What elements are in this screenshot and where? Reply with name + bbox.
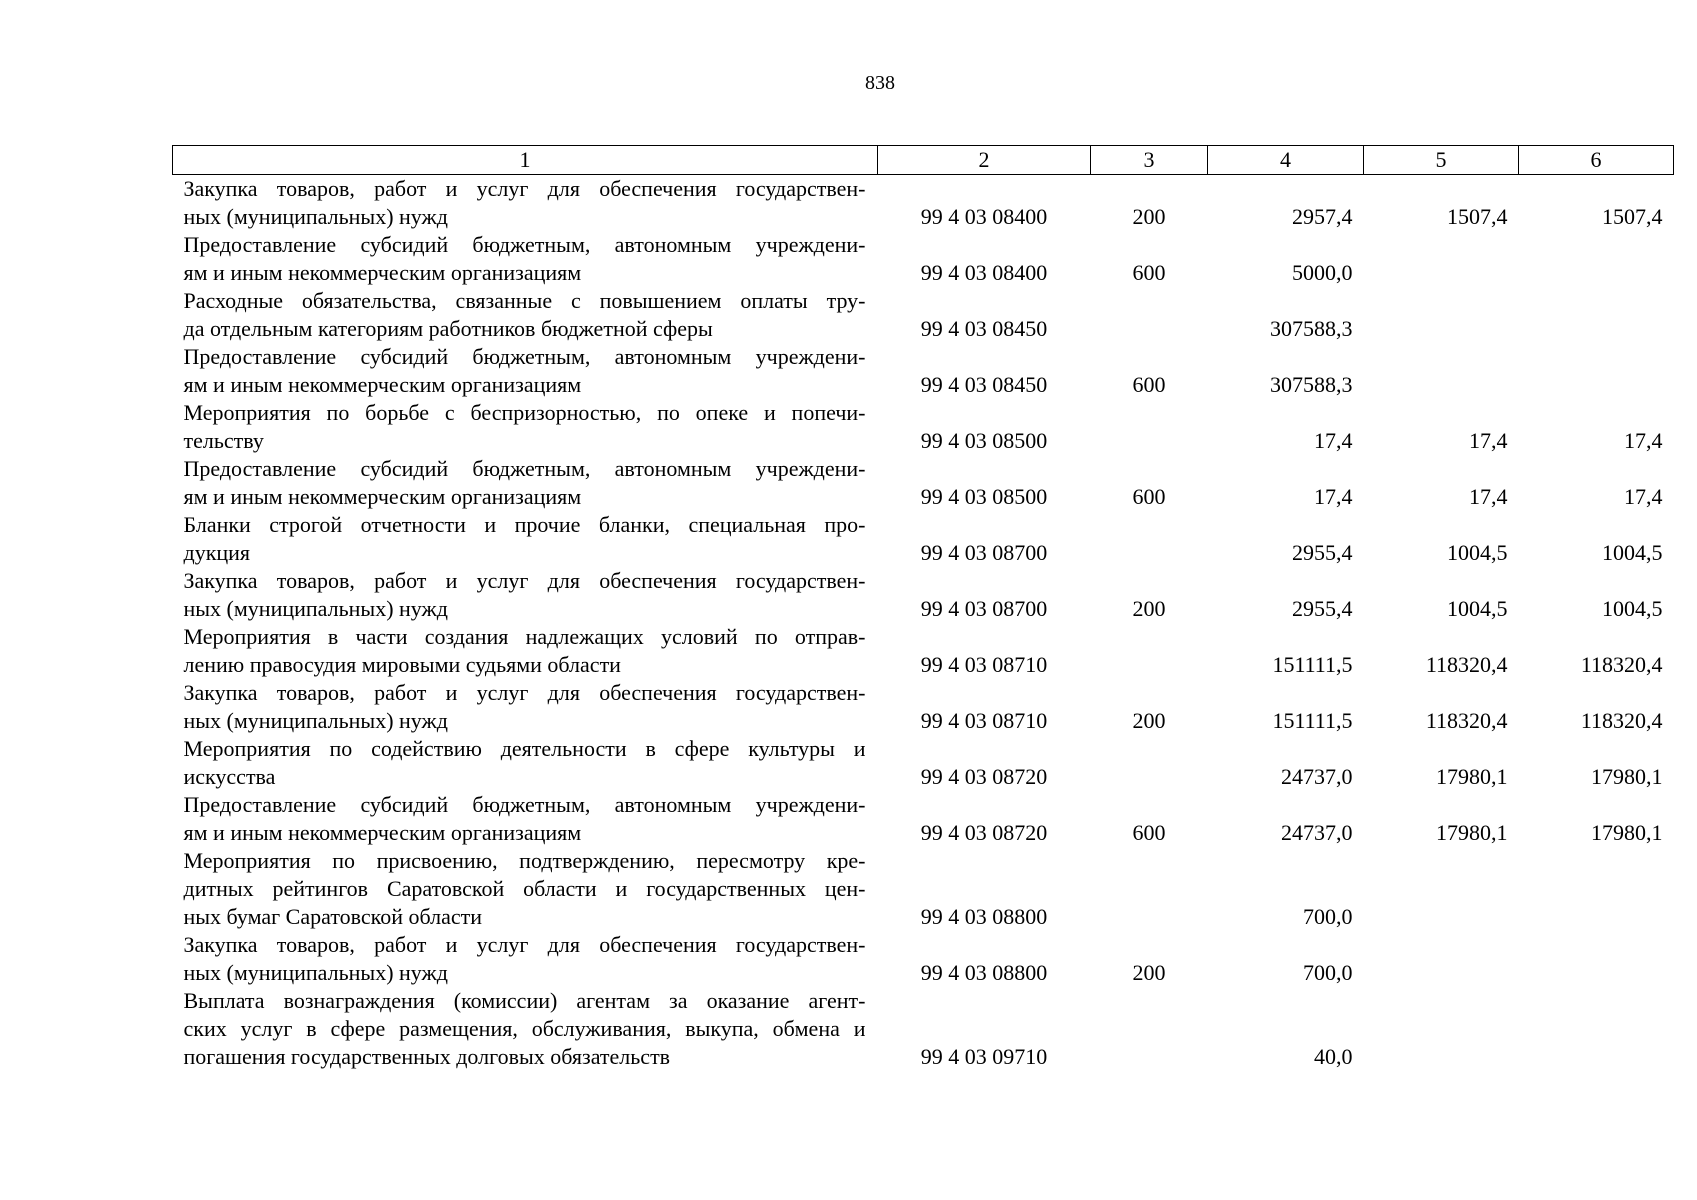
row-value-col5: 17980,1 bbox=[1436, 764, 1508, 789]
row-value-col6: 118320,4 bbox=[1580, 652, 1663, 677]
row-description bbox=[173, 847, 878, 931]
row-value-col4: 307588,3 bbox=[1270, 372, 1353, 397]
table-row bbox=[173, 679, 1674, 735]
row-description bbox=[173, 987, 878, 1071]
row-value-col4: 17,4 bbox=[1314, 428, 1353, 453]
row-description bbox=[173, 623, 878, 679]
row-value-col4: 700,0 bbox=[1303, 960, 1353, 985]
table-row bbox=[173, 847, 1674, 931]
description-line: ных (муниципальных) нужд bbox=[183, 596, 448, 621]
row-value-col6 bbox=[1519, 287, 1674, 343]
row-value-col5 bbox=[1364, 343, 1519, 399]
row-description bbox=[173, 175, 878, 232]
description-line: ям и иным некоммерческим организациям bbox=[183, 484, 582, 509]
row-description bbox=[173, 343, 878, 399]
row-description bbox=[173, 679, 878, 735]
row-target-code: 99 4 03 08700 bbox=[920, 596, 1048, 621]
description-line: ям и иным некоммерческим организациям bbox=[183, 260, 582, 285]
row-value-col5: 17,4 bbox=[1469, 428, 1508, 453]
description-line: Выплата вознаграждения (комиссии) агентам за оказание агент- bbox=[183, 988, 866, 1013]
row-description bbox=[173, 399, 878, 455]
row-expense-type bbox=[1091, 287, 1208, 343]
row-value-col5: 1004,5 bbox=[1447, 596, 1508, 621]
header-col-5: 5 bbox=[1364, 146, 1519, 175]
row-description bbox=[173, 567, 878, 623]
description-line: Бланки строгой отчетности и прочие бланки, специальная про- bbox=[183, 512, 866, 537]
table-row bbox=[173, 399, 1674, 455]
row-expense-type: 600 bbox=[1132, 484, 1166, 509]
table-row bbox=[173, 455, 1674, 511]
row-value-col5 bbox=[1364, 931, 1519, 987]
row-value-col6 bbox=[1519, 231, 1674, 287]
row-expense-type: 200 bbox=[1132, 708, 1166, 733]
header-row bbox=[173, 146, 1674, 175]
description-line: ских услуг в сфере размещения, обслуживания, выкупа, обмена и bbox=[183, 1016, 866, 1041]
row-description bbox=[173, 231, 878, 287]
row-value-col6 bbox=[1519, 847, 1674, 931]
row-target-code: 99 4 03 08710 bbox=[920, 708, 1048, 733]
row-value-col5: 17980,1 bbox=[1436, 820, 1508, 845]
header-col-6: 6 bbox=[1519, 146, 1674, 175]
description-line: Предоставление субсидий бюджетным, автономным учреждени- bbox=[183, 792, 866, 817]
row-target-code: 99 4 03 08720 bbox=[920, 820, 1048, 845]
table-header bbox=[173, 146, 1674, 175]
page-number bbox=[0, 72, 1697, 95]
row-target-code: 99 4 03 08500 bbox=[920, 428, 1048, 453]
description-line: Мероприятия по борьбе с беспризорностью, по опеке и попечи- bbox=[183, 400, 866, 425]
description-line: Мероприятия в части создания надлежащих условий по отправ- bbox=[183, 624, 866, 649]
row-value-col4: 24737,0 bbox=[1281, 820, 1353, 845]
row-value-col4: 151111,5 bbox=[1272, 652, 1353, 677]
table-row bbox=[173, 231, 1674, 287]
row-description bbox=[173, 735, 878, 791]
description-line: ям и иным некоммерческим организациям bbox=[183, 820, 582, 845]
row-value-col6: 17980,1 bbox=[1591, 764, 1663, 789]
row-target-code: 99 4 03 08720 bbox=[920, 764, 1048, 789]
row-value-col5: 118320,4 bbox=[1425, 652, 1508, 677]
description-line: Закупка товаров, работ и услуг для обеспечения государствен- bbox=[183, 176, 866, 201]
row-target-code: 99 4 03 08400 bbox=[920, 260, 1048, 285]
row-value-col5 bbox=[1364, 231, 1519, 287]
row-description bbox=[173, 455, 878, 511]
description-line: Мероприятия по присвоению, подтверждению, пересмотру кре- bbox=[183, 848, 866, 873]
row-target-code: 99 4 03 08800 bbox=[920, 904, 1048, 929]
row-value-col6: 17,4 bbox=[1624, 484, 1663, 509]
row-expense-type: 600 bbox=[1132, 820, 1166, 845]
row-target-code: 99 4 03 08700 bbox=[920, 540, 1048, 565]
row-expense-type bbox=[1091, 847, 1208, 931]
row-value-col4: 2955,4 bbox=[1292, 596, 1353, 621]
description-line: ных (муниципальных) нужд bbox=[183, 204, 448, 229]
page-number-text: 838 bbox=[865, 72, 895, 94]
row-value-col4: 40,0 bbox=[1314, 1044, 1353, 1069]
description-line: дитных рейтингов Саратовской области и государственных цен- bbox=[183, 876, 866, 901]
description-line: ных (муниципальных) нужд bbox=[183, 708, 448, 733]
row-expense-type bbox=[1091, 987, 1208, 1071]
header-col-1: 1 bbox=[173, 146, 878, 175]
description-line: ных (муниципальных) нужд bbox=[183, 960, 448, 985]
row-expense-type: 600 bbox=[1132, 260, 1166, 285]
row-expense-type: 200 bbox=[1132, 204, 1166, 229]
description-line: Предоставление субсидий бюджетным, автономным учреждени- bbox=[183, 344, 866, 369]
row-value-col5 bbox=[1364, 987, 1519, 1071]
row-description bbox=[173, 791, 878, 847]
table-row bbox=[173, 931, 1674, 987]
row-value-col4: 5000,0 bbox=[1292, 260, 1353, 285]
row-value-col6: 1004,5 bbox=[1602, 596, 1663, 621]
row-target-code: 99 4 03 08450 bbox=[920, 372, 1048, 397]
table-row bbox=[173, 623, 1674, 679]
row-expense-type bbox=[1091, 735, 1208, 791]
row-target-code: 99 4 03 09710 bbox=[920, 1044, 1048, 1069]
row-value-col6 bbox=[1519, 987, 1674, 1071]
row-value-col6 bbox=[1519, 343, 1674, 399]
description-line: тельству bbox=[183, 428, 264, 453]
row-value-col6: 17980,1 bbox=[1591, 820, 1663, 845]
row-expense-type bbox=[1091, 511, 1208, 567]
row-expense-type bbox=[1091, 399, 1208, 455]
row-value-col4: 151111,5 bbox=[1272, 708, 1353, 733]
row-value-col4: 17,4 bbox=[1314, 484, 1353, 509]
row-target-code: 99 4 03 08710 bbox=[920, 652, 1048, 677]
table-row bbox=[173, 287, 1674, 343]
row-value-col4: 307588,3 bbox=[1270, 316, 1353, 341]
description-line: Расходные обязательства, связанные с повышением оплаты тру- bbox=[183, 288, 866, 313]
header-col-3: 3 bbox=[1091, 146, 1208, 175]
row-value-col6: 1507,4 bbox=[1602, 204, 1663, 229]
description-line: лению правосудия мировыми судьями области bbox=[183, 652, 621, 677]
row-expense-type: 200 bbox=[1132, 960, 1166, 985]
row-value-col4: 24737,0 bbox=[1281, 764, 1353, 789]
row-value-col5: 17,4 bbox=[1469, 484, 1508, 509]
table-row bbox=[173, 343, 1674, 399]
row-target-code: 99 4 03 08500 bbox=[920, 484, 1048, 509]
row-value-col4: 2955,4 bbox=[1292, 540, 1353, 565]
description-line: Закупка товаров, работ и услуг для обеспечения государствен- bbox=[183, 932, 866, 957]
table-body bbox=[173, 175, 1674, 1072]
table-row bbox=[173, 791, 1674, 847]
row-value-col5 bbox=[1364, 287, 1519, 343]
description-line: дукция bbox=[183, 540, 251, 565]
table-row bbox=[173, 735, 1674, 791]
header-col-4: 4 bbox=[1208, 146, 1364, 175]
row-description bbox=[173, 287, 878, 343]
table-row bbox=[173, 987, 1674, 1071]
row-target-code: 99 4 03 08450 bbox=[920, 316, 1048, 341]
table-row bbox=[173, 567, 1674, 623]
row-description bbox=[173, 931, 878, 987]
row-value-col4: 700,0 bbox=[1303, 904, 1353, 929]
row-target-code: 99 4 03 08400 bbox=[920, 204, 1048, 229]
row-target-code: 99 4 03 08800 bbox=[920, 960, 1048, 985]
row-value-col6: 17,4 bbox=[1624, 428, 1663, 453]
description-line: Предоставление субсидий бюджетным, автономным учреждени- bbox=[183, 232, 866, 257]
row-expense-type: 600 bbox=[1132, 372, 1166, 397]
row-value-col5: 1004,5 bbox=[1447, 540, 1508, 565]
row-value-col5 bbox=[1364, 847, 1519, 931]
description-line: Мероприятия по содействию деятельности в сфере культуры и bbox=[183, 736, 866, 761]
row-value-col6: 1004,5 bbox=[1602, 540, 1663, 565]
description-line: Предоставление субсидий бюджетным, автономным учреждени- bbox=[183, 456, 866, 481]
description-line: да отдельным категориям работников бюджетной сферы bbox=[183, 316, 713, 341]
description-line: погашения государственных долговых обязательств bbox=[183, 1044, 671, 1069]
row-expense-type: 200 bbox=[1132, 596, 1166, 621]
row-value-col6: 118320,4 bbox=[1580, 708, 1663, 733]
row-value-col5: 118320,4 bbox=[1425, 708, 1508, 733]
description-line: Закупка товаров, работ и услуг для обеспечения государствен- bbox=[183, 680, 866, 705]
row-expense-type bbox=[1091, 623, 1208, 679]
budget-table bbox=[172, 145, 1674, 1071]
table-row bbox=[173, 175, 1674, 232]
row-value-col4: 2957,4 bbox=[1292, 204, 1353, 229]
row-value-col6 bbox=[1519, 931, 1674, 987]
description-line: Закупка товаров, работ и услуг для обеспечения государствен- bbox=[183, 568, 866, 593]
description-line: ных бумаг Саратовской области bbox=[183, 904, 483, 929]
description-line: ям и иным некоммерческим организациям bbox=[183, 372, 582, 397]
header-col-2: 2 bbox=[878, 146, 1091, 175]
row-value-col5: 1507,4 bbox=[1447, 204, 1508, 229]
row-description bbox=[173, 511, 878, 567]
table-row bbox=[173, 511, 1674, 567]
description-line: искусства bbox=[183, 764, 276, 789]
